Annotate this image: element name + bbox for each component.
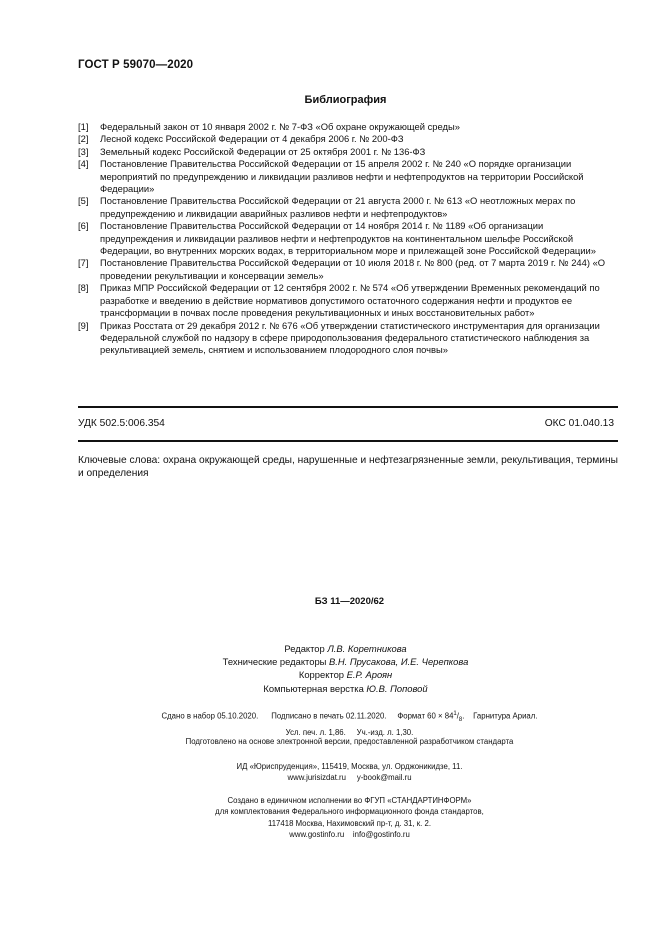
item-text: Федеральный закон от 10 января 2002 г. № 7-ФЗ «Об охране окружающей среды»: [100, 121, 460, 132]
item-text: Земельный кодекс Российской Федерации от 25 октября 2001 г. № 136-ФЗ: [100, 145, 426, 157]
item-text: Постановление Правительства Российской Федерации от 14 ноября 2014 г. № 1189 «Об организации предупреждения и ликвидации разливов нефти и нефтепродуктов на континентальном шельфе Российской Федерации, во внутренних морских водах, в территориальном море и прилежащей зоне Российской Федерации»: [100, 220, 596, 257]
imprint-line-2: Усл. печ. л. 1,86. Уч.-изд. л. 1,30.: [285, 727, 414, 737]
bibliography-item: [78, 282, 618, 319]
standartinform-site[interactable]: www.gostinfo.ru: [289, 830, 345, 840]
standartinform-line-2: для комплектования Федерального информационного фонда стандартов,: [215, 807, 484, 817]
layout-line: Компьютерная верстка Ю.В. Поповой: [263, 682, 428, 694]
editor-line: Редактор Л.В. Коретникова: [284, 643, 407, 654]
item-number: [6]: [78, 220, 89, 232]
item-text: Приказ МПР Российской Федерации от 12 сентября 2002 г. № 574 «Об утверждении Временных рекомендаций по разработке и введению в действие нормативов допустимого остаточного содержания нефти и продуктов ее трансформации в почвах после проведения рекультивационных и иных восстановительных работ»: [100, 282, 600, 319]
top-divider: [78, 406, 618, 408]
item-text: Лесной кодекс Российской Федерации от 4 декабря 2006 г. № 200-ФЗ: [100, 133, 404, 145]
bibliography-item: [78, 158, 618, 195]
bibliography-item: [78, 220, 618, 257]
bibliography-item: [78, 133, 618, 145]
item-text: Постановление Правительства Российской Федерации от 15 апреля 2002 г. № 240 «О порядке организации мероприятий по предупреждению и ликвидации разливов нефти и нефтепродуктов на территории Российской Федерации»: [100, 158, 584, 195]
item-text: Приказ Росстата от 29 декабря 2012 г. № 676 «Об утверждении статистического инструментария для организации Федеральной службой по надзору в сфере природопользования федерального статистического наблюдения за рекультивацией земель, снятием и использованием плодородного слоя почвы»: [100, 319, 600, 356]
standartinform-line-1: Создано в единичном исполнении во ФГУП «СТАНДАРТИНФОРМ»: [227, 796, 472, 805]
prepared-note: [0, 736, 661, 747]
document-header: ГОСТ Р 59070—2020: [78, 59, 194, 71]
publisher-contacts: [38, 772, 661, 783]
classification-row: [78, 418, 614, 429]
publisher-address: ИД «Юриспруденция», 115419, Москва, ул. Орджоникидзе, 11.: [236, 762, 463, 771]
standartinform-line-3: 117418 Москва, Нахимовский пр-т, д. 31, к. 2.: [267, 818, 432, 828]
bibliography-item: [78, 195, 618, 220]
standartinform-contacts: [38, 829, 661, 840]
bibliography-item: [78, 320, 618, 357]
imprint-line-1: Сдано в набор 05.10.2020. Подписано в печать 02.11.2020. Формат $60 \times 84^1/_8$. Гарнитура Ариал.: [161, 711, 538, 724]
udk-code: УДК 502.5:006.354: [78, 418, 165, 429]
publisher-site[interactable]: www.jurisizdat.ru: [287, 773, 346, 783]
tech-editors-line: Технические редакторы В.Н. Прусакова, И.Е. Черепкова: [222, 656, 469, 668]
bz-number: БЗ 11—2020/62: [314, 596, 385, 607]
publisher-email[interactable]: y-book@mail.ru: [356, 773, 412, 783]
standartinform-block: [0, 795, 661, 841]
item-text: Постановление Правительства Российской Федерации от 10 июля 2018 г. № 800 (ред. от 7 марта 2019 г. № 244) «О проведении рекультивации и консервации земель»: [100, 257, 606, 281]
item-number: [3]: [78, 145, 89, 157]
editors-block: [0, 642, 661, 695]
item-number: [5]: [78, 195, 89, 207]
bibliography-title: Библиография: [304, 94, 387, 106]
prepared-text: Подготовлено на основе электронной версии, предоставленной разработчиком стандарта: [185, 737, 514, 746]
bibliography-item: [78, 146, 618, 158]
oks-code: ОКС 01.040.13: [544, 418, 614, 429]
corrector-line: Корректор Е.Р. Ароян: [298, 669, 393, 681]
item-number: [9]: [78, 319, 89, 331]
imprint-block: [0, 709, 661, 738]
item-text: Постановление Правительства Российской Федерации от 21 августа 2000 г. № 613 «О неотложных мерах по предупреждению и ликвидации аварийных разливов нефти и нефтепродуктов»: [100, 195, 576, 219]
keywords: Ключевые слова: охрана окружающей среды, нарушенные и нефтезагрязненные земли, рекультивация, термины и определения: [78, 455, 618, 479]
bibliography-item: [78, 121, 618, 133]
item-number: [2]: [78, 133, 89, 145]
item-number: [8]: [78, 282, 89, 294]
bibliography-list: [78, 121, 618, 357]
standartinform-email[interactable]: info@gostinfo.ru: [352, 830, 410, 840]
publisher-block: [0, 761, 661, 784]
bottom-divider: [78, 440, 618, 442]
item-number: [1]: [78, 121, 89, 132]
item-number: [4]: [78, 158, 89, 170]
item-number: [7]: [78, 257, 89, 269]
bibliography-item: [78, 257, 618, 282]
